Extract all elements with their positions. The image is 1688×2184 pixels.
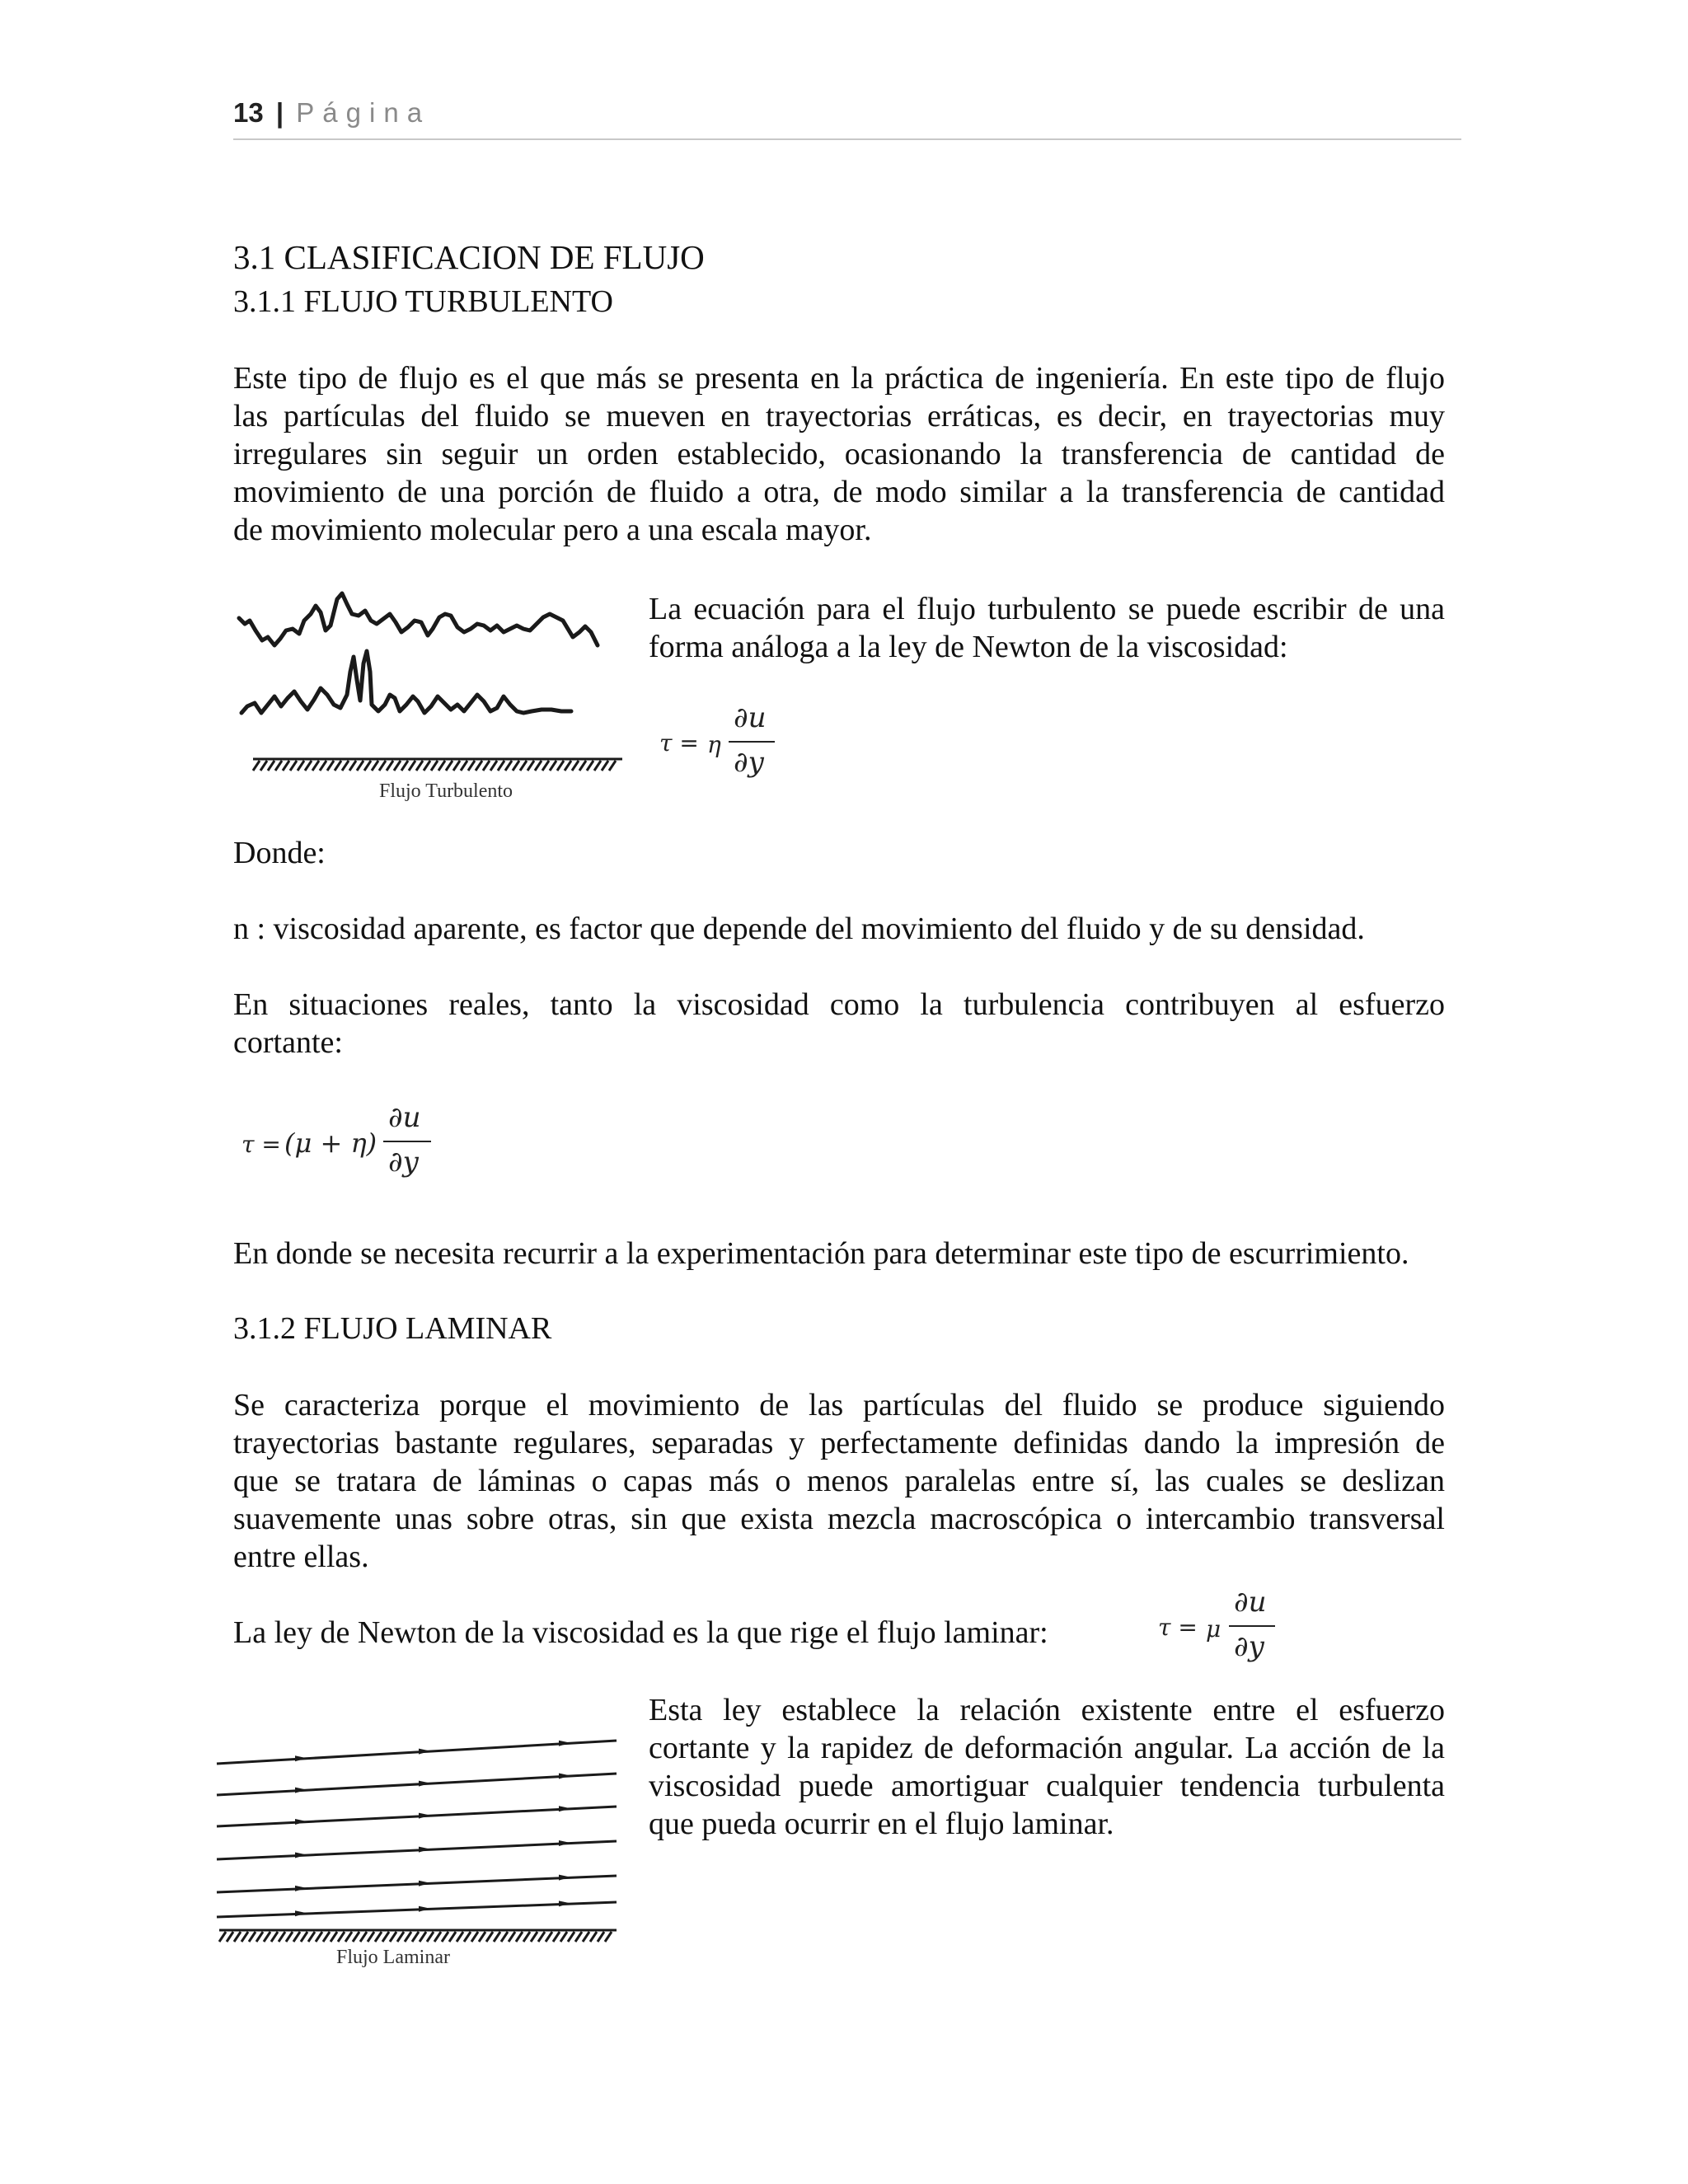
- fraction-bar: [383, 1141, 431, 1142]
- wall-hatch: [256, 1932, 263, 1942]
- wall-hatch: [249, 1932, 256, 1942]
- wall-hatch: [323, 1932, 330, 1942]
- wall-hatch: [345, 1932, 352, 1942]
- law-paragraph: [649, 1691, 1445, 1843]
- wall-hatch: [268, 761, 274, 771]
- wall-hatch: [279, 1932, 285, 1942]
- subsection-title-laminar: 3.1.2 FLUJO LAMINAR: [233, 1311, 552, 1346]
- eq-numerator: ∂u: [734, 701, 767, 734]
- wall-hatch: [501, 1932, 508, 1942]
- paragraph-line: suavemente unas sobre otras, sin que exista mezcla macroscópica o intercambio transversal: [233, 1502, 1445, 1536]
- eq-numerator: ∂u: [388, 1101, 421, 1134]
- wall-hatch: [531, 1932, 537, 1942]
- paragraph-line: Esta ley establece la relación existente entre el esfuerzo: [649, 1693, 1445, 1727]
- wall-hatch: [605, 1932, 612, 1942]
- arrow-icon: [295, 1910, 307, 1916]
- wall-hatch: [486, 1932, 493, 1942]
- fraction-bar: [1229, 1625, 1275, 1627]
- wall-hatch: [550, 761, 556, 771]
- paragraph-line: trayectorias bastante regulares, separadas y perfectamente definidas dando la impresión de: [233, 1426, 1445, 1460]
- wall-hatch: [594, 761, 601, 771]
- wall-hatch: [331, 1932, 337, 1942]
- turbulent-flow-figure: [235, 581, 622, 812]
- equation-laminar: [1158, 1586, 1273, 1673]
- wall-hatch: [513, 761, 519, 771]
- eq-lhs: τ =: [1158, 1614, 1198, 1641]
- wall-hatch: [520, 761, 527, 771]
- donde-label: Donde:: [233, 836, 326, 870]
- wall-hatch: [298, 761, 304, 771]
- arrow-icon: [295, 1788, 307, 1793]
- arrow-icon: [559, 1806, 570, 1811]
- paragraph-line: entre ellas.: [233, 1540, 369, 1574]
- wall-hatch: [498, 761, 504, 771]
- laminar-flow-diagram: [213, 1714, 625, 1945]
- n-definition: n : viscosidad aparente, es factor que depende del movimiento del fluido y de su densidad.: [233, 912, 1365, 946]
- paragraph-line: En situaciones reales, tanto la viscosidad como la turbulencia contribuyen al esfuerzo: [233, 987, 1445, 1022]
- wall-hatch: [446, 761, 452, 771]
- real-situations-paragraph: [233, 986, 1445, 1062]
- turbulent-flow-diagram: [235, 581, 622, 779]
- paragraph-line: Este tipo de flujo es el que más se presenta en la práctica de ingeniería. En este tipo de flujo: [233, 361, 1445, 396]
- figure-caption: Flujo Turbulento: [379, 780, 513, 802]
- wall-hatch: [553, 1932, 560, 1942]
- wall-hatch: [253, 761, 260, 771]
- arrow-icon: [419, 1781, 430, 1787]
- wall-hatch: [483, 761, 490, 771]
- streamline: [217, 1841, 617, 1859]
- wall-hatch: [572, 761, 579, 771]
- turbulent-paragraph: [233, 359, 1445, 549]
- arrow-icon: [419, 1881, 430, 1886]
- eq-lhs: τ =: [659, 729, 699, 757]
- wall-hatch: [505, 761, 512, 771]
- wall-hatch: [394, 761, 401, 771]
- arrow-icon: [419, 1906, 430, 1912]
- wall-hatch: [449, 1932, 456, 1942]
- wall-hatch: [546, 1932, 552, 1942]
- wall-hatch: [342, 761, 349, 771]
- wall-hatch: [438, 761, 445, 771]
- wall-hatch: [305, 761, 312, 771]
- wall-hatch: [320, 761, 326, 771]
- wall-hatch: [379, 761, 386, 771]
- wall-hatch: [598, 1932, 604, 1942]
- eq-denominator: ∂y: [1234, 1630, 1264, 1663]
- paragraph-line: forma análoga a la ley de Newton de la viscosidad:: [649, 630, 1288, 664]
- wall-hatch: [557, 761, 564, 771]
- wall-hatch: [312, 761, 319, 771]
- wall-hatch: [535, 761, 542, 771]
- wall-hatch: [390, 1932, 396, 1942]
- arrow-icon: [419, 1847, 430, 1853]
- wall-hatch: [290, 761, 297, 771]
- figure-caption: Flujo Laminar: [336, 1947, 450, 1968]
- wall-hatch: [219, 1932, 226, 1942]
- arrow-icon: [295, 1852, 307, 1858]
- arrow-icon: [295, 1755, 307, 1761]
- page-number: 13: [233, 97, 264, 128]
- arrow-icon: [559, 1840, 570, 1846]
- wall-hatch: [560, 1932, 567, 1942]
- wall-hatch: [360, 1932, 367, 1942]
- wall-hatch: [368, 1932, 374, 1942]
- paragraph-line: movimiento de una porción de fluido a otra, de modo similar a la transferencia de cantidad: [233, 475, 1445, 509]
- wall-hatch: [602, 761, 608, 771]
- laminar-paragraph: [233, 1386, 1445, 1576]
- experiment-sentence: En donde se necesita recurrir a la experimentación para determinar este tipo de escurrimiento.: [233, 1236, 1409, 1271]
- wall-hatch: [349, 761, 356, 771]
- wall-hatch: [382, 1932, 389, 1942]
- wall-hatch: [308, 1932, 315, 1942]
- wall-hatch: [316, 1932, 322, 1942]
- wall-hatch: [565, 761, 571, 771]
- wall-hatch: [471, 1932, 478, 1942]
- wall-hatch: [357, 761, 363, 771]
- paragraph-line: que pueda ocurrir en el flujo laminar.: [649, 1807, 1114, 1841]
- wall-hatch: [509, 1932, 515, 1942]
- wall-hatch: [338, 1932, 345, 1942]
- page-word: Página: [296, 97, 431, 128]
- wall-hatch: [401, 761, 408, 771]
- wall-hatch: [434, 1932, 441, 1942]
- wall-hatch: [409, 761, 415, 771]
- paragraph-line: viscosidad puede amortiguar cualquier tendencia turbulenta: [649, 1769, 1445, 1803]
- streamline: [217, 1902, 617, 1917]
- wall-hatch: [542, 761, 549, 771]
- wall-hatch: [293, 1932, 300, 1942]
- wall-hatch: [516, 1932, 523, 1942]
- wall-hatch: [412, 1932, 419, 1942]
- streamline: [217, 1876, 617, 1892]
- fraction-bar: [729, 741, 775, 743]
- wall-hatch: [286, 1932, 293, 1942]
- eq-lhs: τ =: [241, 1131, 281, 1158]
- wall-hatch: [375, 1932, 382, 1942]
- wall-hatch: [353, 1932, 359, 1942]
- wall-hatch: [264, 1932, 270, 1942]
- streamline: [217, 1807, 617, 1826]
- wall-hatch: [431, 761, 438, 771]
- wall-hatch: [364, 761, 371, 771]
- wall-hatch: [464, 1932, 471, 1942]
- wall-hatch: [327, 761, 334, 771]
- wall-hatch: [523, 1932, 530, 1942]
- eq-numerator: ∂u: [1234, 1586, 1267, 1619]
- header-separator: |: [275, 97, 284, 128]
- wall-hatch: [575, 1932, 582, 1942]
- arrow-icon: [295, 1886, 307, 1891]
- wall-hatch: [397, 1932, 404, 1942]
- wall-hatch: [387, 761, 393, 771]
- equation-intro: [649, 590, 1445, 666]
- streamline: [217, 1774, 617, 1795]
- wall-hatch: [476, 761, 482, 771]
- wall-hatch: [457, 1932, 463, 1942]
- paragraph-line: cortante y la rapidez de deformación angular. La acción de la: [649, 1731, 1445, 1765]
- wall-hatch: [271, 1932, 278, 1942]
- paragraph-line: La ecuación para el flujo turbulento se puede escribir de una: [649, 592, 1445, 626]
- paragraph-line: que se tratara de láminas o capas más o menos paralelas entre sí, las cuales se deslizan: [233, 1464, 1445, 1498]
- wall-hatch: [468, 761, 475, 771]
- wall-hatch: [424, 761, 430, 771]
- wall-hatch: [579, 761, 586, 771]
- wall-hatch: [416, 761, 423, 771]
- arrow-icon: [295, 1819, 307, 1825]
- wall-hatch: [590, 1932, 597, 1942]
- wall-hatch: [260, 761, 267, 771]
- wall-hatch: [609, 761, 616, 771]
- eq-denominator: ∂y: [388, 1146, 419, 1179]
- wall-hatch: [528, 761, 534, 771]
- page-header: [233, 97, 1461, 140]
- paragraph-line: Se caracteriza porque el movimiento de las partículas del fluido se produce siguiendo: [233, 1388, 1445, 1422]
- wall-hatch: [494, 1932, 500, 1942]
- eq-denominator: ∂y: [734, 746, 764, 779]
- wall-hatch: [335, 761, 341, 771]
- wall-hatch: [442, 1932, 448, 1942]
- eq-coef: η: [707, 731, 721, 758]
- wall-hatch: [283, 761, 289, 771]
- equation-combined: [241, 1101, 439, 1188]
- wall-hatch: [372, 761, 378, 771]
- wall-hatch: [301, 1932, 307, 1942]
- arrow-icon: [419, 1749, 430, 1755]
- arrow-icon: [559, 1875, 570, 1881]
- paragraph-line: las partículas del fluido se mueven en trayectorias erráticas, es decir, en trayectorias muy: [233, 399, 1445, 434]
- paragraph-line: de movimiento molecular pero a una escala mayor.: [233, 513, 872, 547]
- wall-hatch: [587, 761, 593, 771]
- wall-hatch: [420, 1932, 426, 1942]
- wall-hatch: [490, 761, 497, 771]
- wall-hatch: [427, 1932, 434, 1942]
- wall-hatch: [227, 1932, 233, 1942]
- paragraph-line: irregulares sin seguir un orden establecido, ocasionando la transferencia de cantidad de: [233, 437, 1445, 471]
- section-title: 3.1 CLASIFICACION DE FLUJO: [233, 238, 705, 276]
- wall-hatch: [453, 761, 460, 771]
- wall-hatch: [241, 1932, 248, 1942]
- wall-hatch: [461, 761, 467, 771]
- arrow-icon: [559, 1900, 570, 1906]
- wall-hatch: [538, 1932, 545, 1942]
- arrow-icon: [559, 1741, 570, 1746]
- wall-hatch: [275, 761, 282, 771]
- arrow-icon: [559, 1773, 570, 1779]
- equation-turbulent: [659, 701, 775, 787]
- newton-law-line: La ley de Newton de la viscosidad es la que rige el flujo laminar:: [233, 1615, 1048, 1650]
- eq-coef: μ: [1206, 1615, 1221, 1643]
- streamline: [217, 1741, 617, 1764]
- wall-hatch: [234, 1932, 241, 1942]
- paragraph-line: cortante:: [233, 1025, 343, 1060]
- wall-hatch: [479, 1932, 485, 1942]
- subsection-title-turbulent: 3.1.1 FLUJO TURBULENTO: [233, 284, 613, 319]
- arrow-icon: [419, 1813, 430, 1819]
- laminar-flow-figure: [213, 1714, 625, 1978]
- wall-hatch: [568, 1932, 574, 1942]
- wall-hatch: [583, 1932, 589, 1942]
- eq-coef: (μ + η): [284, 1127, 377, 1159]
- wall-hatch: [405, 1932, 411, 1942]
